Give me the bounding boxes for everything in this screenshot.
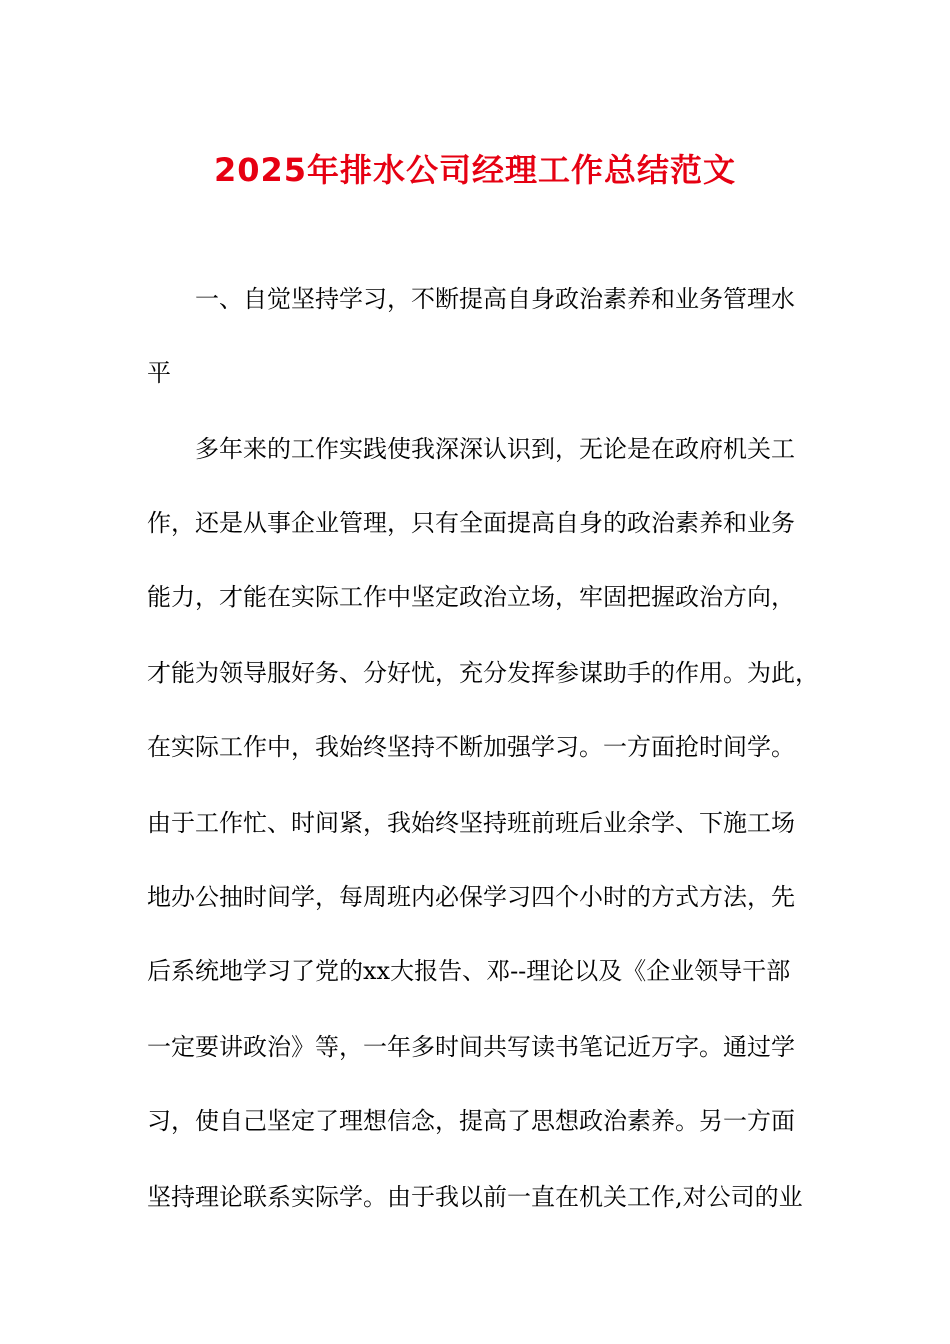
paragraph-line: 坚持理论联系实际学。由于我以前一直在机关工作,对公司的业: [147, 1183, 803, 1211]
paragraph-line: 能力，才能在实际工作中坚定政治立场，牢固把握政治方向，: [147, 583, 795, 611]
paragraph-line: 作，还是从事企业管理，只有全面提高自身的政治素养和业务: [147, 509, 795, 537]
paragraph-line: 多年来的工作实践使我深深认识到，无论是在政府机关工: [195, 435, 795, 463]
section-heading-line-2: 平: [147, 359, 171, 387]
paragraph-line: 地办公抽时间学，每周班内必保学习四个小时的方式方法，先: [147, 883, 795, 911]
paragraph-line: 才能为领导服好务、分好忧，充分发挥参谋助手的作用。为此，: [147, 659, 819, 687]
section-heading-line-1: 一、自觉坚持学习，不断提高自身政治素养和业务管理水: [195, 285, 795, 313]
paragraph-line: 在实际工作中，我始终坚持不断加强学习。一方面抢时间学。: [147, 733, 795, 761]
paragraph-line: 习，使自己坚定了理想信念，提高了思想政治素养。另一方面: [147, 1107, 795, 1135]
document-title: 2025年排水公司经理工作总结范文: [213, 151, 737, 189]
paragraph-line: 由于工作忙、时间紧，我始终坚持班前班后业余学、下施工场: [147, 809, 795, 837]
paragraph-line: 一定要讲政治》等，一年多时间共写读书笔记近万字。通过学: [147, 1033, 795, 1061]
paragraph-line: 后系统地学习了党的xx大报告、邓--理论以及《企业领导干部: [147, 957, 791, 985]
